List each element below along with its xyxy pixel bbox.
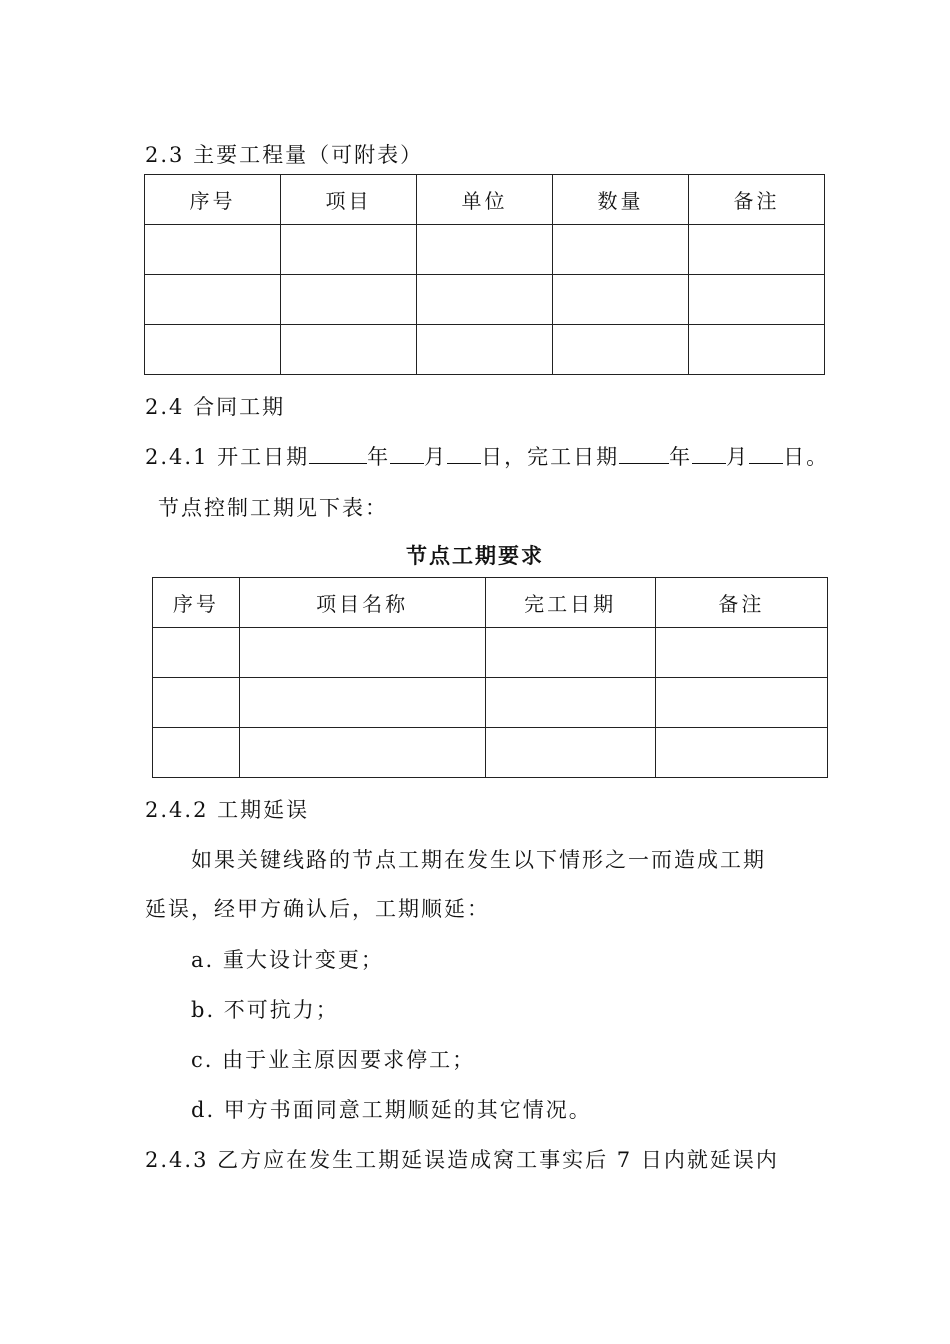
delay-paragraph-line-1: 如果关键线路的节点工期在发生以下情形之一而造成工期 [191, 848, 766, 872]
finish-date-label: 日，完工日期 [481, 445, 620, 469]
start-month-label: 月 [424, 445, 448, 469]
section-2-4-heading: 2.4 合同工期 [145, 395, 286, 419]
finish-year-blank [619, 443, 669, 464]
table-cell [485, 678, 655, 728]
table-cell [145, 325, 281, 375]
table-cell [417, 275, 553, 325]
table-cell [239, 628, 485, 678]
table-cell [485, 628, 655, 678]
table-cell [655, 678, 827, 728]
table-cell [485, 728, 655, 778]
table-cell [655, 728, 827, 778]
table-row [153, 728, 828, 778]
header-quantity: 数量 [553, 175, 689, 225]
clause-2-4-3: 2.4.3 乙方应在发生工期延误造成窝工事实后 7 日内就延误内 [145, 1148, 779, 1172]
table-cell [281, 225, 417, 275]
clause-lead: 2.4.1 开工日期 [145, 445, 310, 469]
delay-item-c: c. 由于业主原因要求停工； [191, 1048, 476, 1072]
table-cell [153, 678, 240, 728]
table-cell [553, 275, 689, 325]
table-cell [417, 225, 553, 275]
finish-day-label: 日。 [783, 445, 830, 469]
header-item-name: 项目名称 [239, 578, 485, 628]
table-cell [689, 275, 825, 325]
delay-item-b: b. 不可抗力； [191, 998, 339, 1022]
header-item: 项目 [281, 175, 417, 225]
table-row [153, 678, 828, 728]
delay-item-d: d. 甲方书面同意工期顺延的其它情况。 [191, 1098, 592, 1122]
finish-month-label: 月 [726, 445, 750, 469]
finish-day-blank [749, 443, 783, 464]
start-year-label: 年 [367, 445, 391, 469]
section-2-3-heading: 2.3 主要工程量（可附表） [145, 143, 424, 167]
start-day-blank [447, 443, 481, 464]
header-remarks: 备注 [689, 175, 825, 225]
clause-2-4-2-heading: 2.4.2 工期延误 [145, 798, 310, 822]
header-unit: 单位 [417, 175, 553, 225]
start-year-blank [309, 443, 367, 464]
table-cell [153, 728, 240, 778]
delay-item-a: a. 重大设计变更； [191, 948, 384, 972]
quantities-table [144, 174, 825, 375]
finish-month-blank [692, 443, 726, 464]
table-cell [689, 225, 825, 275]
table-cell [553, 225, 689, 275]
header-index: 序号 [153, 578, 240, 628]
table-row [153, 628, 828, 678]
table-cell [553, 325, 689, 375]
schedule-note: 节点控制工期见下表： [158, 496, 388, 520]
table-cell [145, 275, 281, 325]
table-row [145, 225, 825, 275]
table-cell [417, 325, 553, 375]
table-header-row [153, 578, 828, 628]
table-cell [239, 728, 485, 778]
milestone-table-title: 节点工期要求 [406, 543, 544, 568]
clause-2-4-1 [145, 441, 829, 471]
table-cell [153, 628, 240, 678]
start-month-blank [390, 443, 424, 464]
table-row [145, 325, 825, 375]
header-completion-date: 完工日期 [485, 578, 655, 628]
table-header-row [145, 175, 825, 225]
header-index: 序号 [145, 175, 281, 225]
table-cell [655, 628, 827, 678]
table-cell [145, 225, 281, 275]
table-cell [239, 678, 485, 728]
table-cell [281, 325, 417, 375]
header-remarks: 备注 [655, 578, 827, 628]
delay-paragraph-line-2: 延误，经甲方确认后，工期顺延： [145, 897, 490, 921]
finish-year-label: 年 [669, 445, 693, 469]
table-cell [281, 275, 417, 325]
table-cell [689, 325, 825, 375]
milestone-table [152, 577, 828, 778]
table-row [145, 275, 825, 325]
